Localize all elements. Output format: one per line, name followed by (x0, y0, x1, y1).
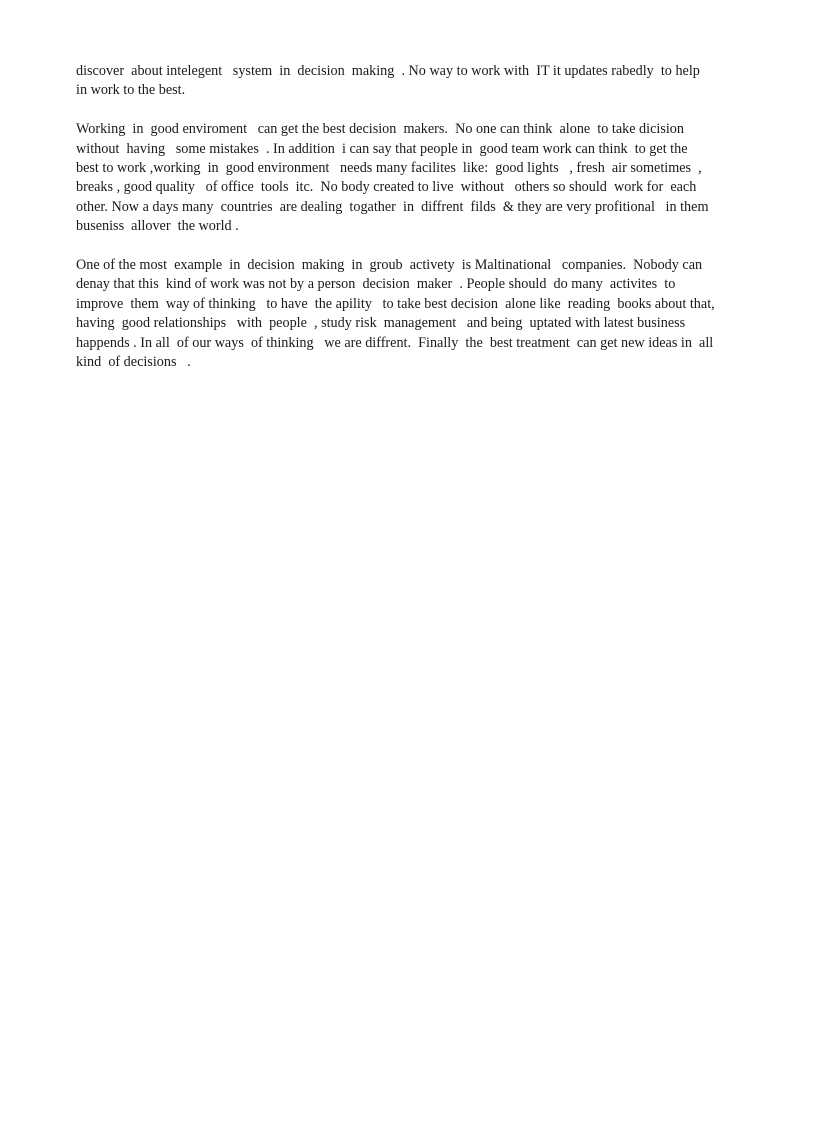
text-line: best to work ,working in good environment needs many facilites like: good lights , fresh air sometimes , (76, 160, 702, 177)
text-line: Working in good enviroment can get the best decision makers. No one can think alone to take dicision (76, 121, 684, 138)
text-line: other. Now a days many countries are dealing togather in diffrent filds & they are very profitional in them (76, 198, 709, 215)
text-line: One of the most example in decision making in groub activety is Maltinational companies. Nobody can (76, 257, 703, 274)
text-line: breaks , good quality of office tools itc. No body created to live without others so should work for each (76, 179, 697, 196)
text-line: having good relationships with people , study risk management and being uptated with latest business (76, 315, 686, 332)
text-line: improve them way of thinking to have the apility to take best decision alone like reading books about that, (76, 295, 715, 312)
paragraph-3 (76, 256, 760, 372)
text-line: in work to the best. (76, 82, 186, 99)
text-line: discover about intelegent system in decision making . No way to work with IT it updates rabedly to help (76, 63, 700, 79)
text-line: denay that this kind of work was not by a person decision maker . People should do many activites to (76, 276, 676, 293)
text-line: without having some mistakes . In addition i can say that people in good team work can think to get the (76, 140, 688, 157)
text-line: buseniss allover the world . (76, 218, 239, 235)
document-page (76, 62, 760, 392)
paragraph-2 (76, 120, 760, 236)
text-line: kind of decisions . (76, 354, 191, 371)
paragraph-1 (76, 62, 760, 101)
text-line: happends . In all of our ways of thinking we are diffrent. Finally the best treatment can get new ideas in all (76, 334, 714, 351)
